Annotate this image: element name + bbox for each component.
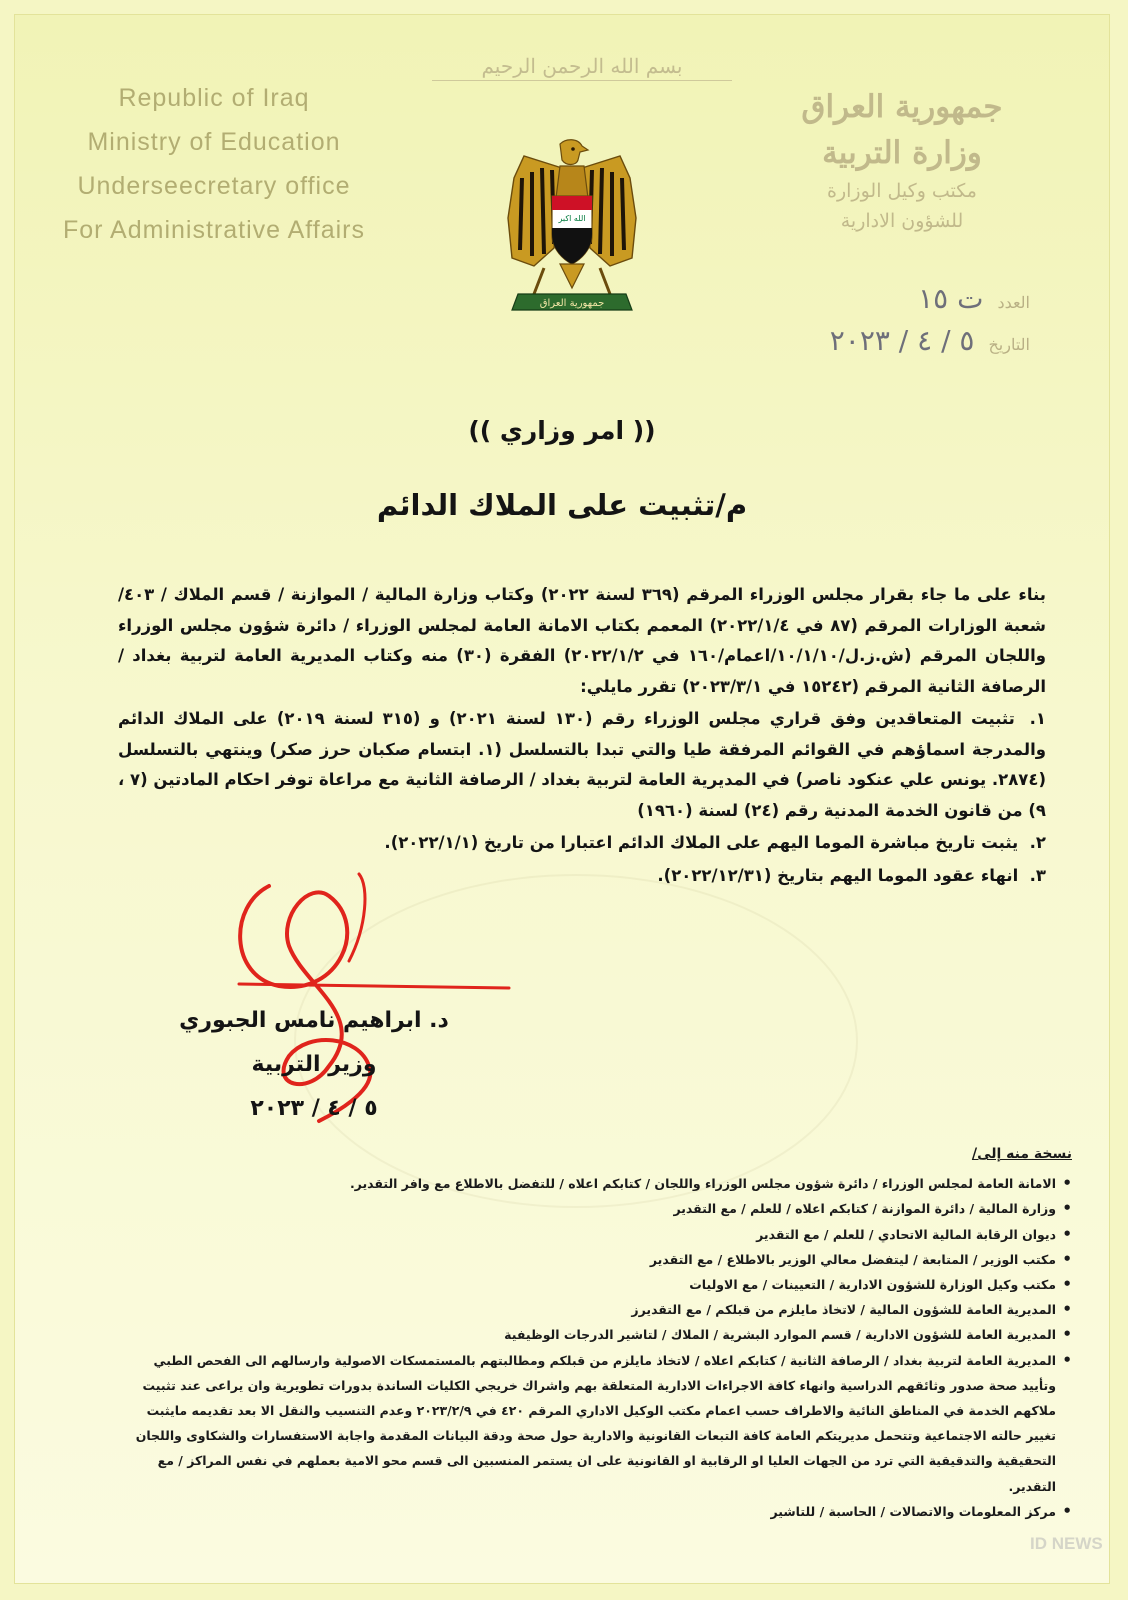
subject-line: م/تثبيت على الملاك الدائم xyxy=(376,488,748,522)
item-3-text: انهاء عقود الموما اليهم بتاريخ (٢٠٢٢/١٢/٣١). xyxy=(657,865,1019,885)
copies-heading: نسخة منه إلى/ xyxy=(971,1146,1072,1162)
english-letterhead xyxy=(44,76,384,252)
item-1-number: ١. xyxy=(1029,709,1046,728)
signature-date: ٥ / ٤ / ٢٠٢٣ xyxy=(250,1096,378,1121)
copies-item: • المديرية العامة للشؤون المالية / لاتخاذ مايلزم من قبلكم / مع التقديرز xyxy=(124,1297,1056,1322)
signatory-title: وزير التربية xyxy=(251,1052,377,1077)
reference-block xyxy=(780,282,1030,366)
reference-number-row xyxy=(780,282,1030,324)
letterhead-ar-line1: جمهورية العراق xyxy=(801,89,1003,125)
reference-number-label: العدد xyxy=(997,293,1030,312)
letterhead-en-line2: Ministry of Education xyxy=(87,128,341,156)
copies-item: • الامانة العامة لمجلس الوزراء / دائرة شؤون مجلس الوزراء واللجان / كتابكم اعلاه / للتفضل بالاطلاع مع وافر التقدير. xyxy=(124,1171,1056,1196)
body-intro: بناء على ما جاء بقرار مجلس الوزراء المرقم (٣٦٩ لسنة ٢٠٢٢) وكتاب وزارة المالية / الموازنة / قسم الملاك / ٤٠٣/ شعبة الوزارات المرقم (٨٧ في ٢٠٢٢/١/٤) المعمم بكتاب الامانة العامة لمجلس الوزراء / دائرة شؤون مجلس الوزراء واللجان المرقم (ش.ز.ل/١٠/١/١٠/اعمام/١٦٠ في ٢٠٢٢/١/٢) الفقرة (٣٠) منه وكتاب المديرية العامة لتربية بغداد / الرصافة الثانية المرقم (١٥٢٤٢ في ٢٠٢٣/٣/١) تقرر مايلي: xyxy=(118,585,1046,696)
letterhead-ar-line4: للشؤون الادارية xyxy=(840,210,964,232)
basmala: بسم الله الرحمن الرحيم xyxy=(481,54,683,78)
letterhead-en-line3: Underseecretary office xyxy=(77,172,351,200)
emblem-ribbon-text: جمهورية العراق xyxy=(539,298,605,309)
emblem-takbir: الله اكبر xyxy=(558,214,586,223)
letterhead-ar-line2: وزارة التربية xyxy=(822,135,982,171)
body-item-1 xyxy=(118,704,1046,826)
reference-date-row xyxy=(780,324,1030,366)
copies-item: • المديرية العامة لتربية بغداد / الرصافة الثانية / كتابكم اعلاه / لاتخاذ مايلزم من قبلكم ومطالبتهم بالمستمسكات الاصولية وارسالهم الى الفحص الطبي وتأييد صحة صدور وثائقهم الدراسية وانهاء كافة الاجراءات الادارية المتعلقة بهم واشراك خريجي الكليات الساندة بدورات تطويرية وان يراعى عند تثبيت ملاكهم الخدمة في المناطق النائية والاطراف حسب اعمام مكتب الوكيل الاداري المرقم ٤٢٠ في ٢٠٢٣/٢/٩ وعدم التنسيب والنقل الا بعد تقديمه مايثبت تغيير حالته الاجتماعية وتتحمل مديريتكم العامة كافة التبعات القانونية والادارية حول صحة ودقة البيانات المقدمة واجابة الاستفسارات والشكاوى واللجان التحقيقية والتدقيقية التي ترد من الجهات العليا او الرقابية او القانونية على ان يستمر المنسبين الى قسم محو الامية بعملهم في نفس المراكز / مع التقدير. xyxy=(124,1348,1056,1499)
copies-section xyxy=(124,1142,1072,1524)
document-page xyxy=(14,14,1110,1584)
reference-date-value: ٥ / ٤ / ٢٠٢٣ xyxy=(829,324,975,357)
order-title: (( امر وزاري )) xyxy=(468,416,656,445)
arabic-letterhead xyxy=(772,84,1032,236)
copies-list xyxy=(124,1171,1072,1524)
copies-item: • وزارة المالية / دائرة الموازنة / كتابكم اعلاه / للعلم / مع التقدير xyxy=(124,1196,1056,1221)
copies-item: • المديرية العامة للشؤون الادارية / قسم الموارد البشرية / الملاك / لتاشير الدرجات الوظيفية xyxy=(124,1322,1056,1347)
item-3-number: ٣. xyxy=(1029,865,1046,885)
copies-item: • مكتب وكيل الوزارة للشؤون الادارية / التعيينات / مع الاوليات xyxy=(124,1272,1056,1297)
copies-item: • مركز المعلومات والاتصالات / الحاسبة / للتاشير xyxy=(124,1499,1056,1524)
reference-number-value: ت ١٥ xyxy=(918,282,984,315)
iraq-eagle-emblem xyxy=(504,138,640,322)
item-2-text: يثبت تاريخ مباشرة الموما اليهم على الملاك الدائم اعتبارا من تاريخ (٢٠٢٢/١/١). xyxy=(384,833,1019,852)
order-body xyxy=(118,580,1046,891)
copies-item: • ديوان الرقابة المالية الاتحادي / للعلم / مع التقدير xyxy=(124,1222,1056,1247)
body-item-2 xyxy=(118,828,1046,859)
item-1-text: تثبيت المتعاقدين وفق قراري مجلس الوزراء رقم (١٣٠ لسنة ٢٠٢١) و (٣١٥ لسنة ٢٠١٩) على الملاك الدائم والمدرجة اسماؤهم في القوائم المرفقة طيا والتي تبدا بالتسلسل (١. ابتسام صكبان حرز صكر) وينتهي بالتسلسل (٢٨٧٤. يونس علي عنكود ناصر) في المديرية العامة لتربية بغداد / الرصافة الثانية مع مراعاة توفر احكام المادتين (٧ ، ٩) من قانون الخدمة المدنية رقم (٢٤) لسنة (١٩٦٠) xyxy=(118,709,1047,820)
letterhead-en-line1: Republic of Iraq xyxy=(118,84,310,112)
copies-item: • مكتب الوزير / المتابعة / ليتفضل معالي الوزير بالاطلاع / مع التقدير xyxy=(124,1247,1056,1272)
letterhead-ar-line3: مكتب وكيل الوزارة xyxy=(827,180,977,202)
item-2-number: ٢. xyxy=(1029,833,1046,852)
signatory-block xyxy=(164,999,464,1131)
basmala-underline xyxy=(432,80,732,81)
reference-date-label: التاريخ xyxy=(988,335,1030,354)
news-watermark: ID NEWS xyxy=(1030,1534,1103,1553)
signatory-name: د. ابراهيم نامس الجبوري xyxy=(179,1008,449,1033)
letterhead-en-line4: For Administrative Affairs xyxy=(62,216,366,244)
